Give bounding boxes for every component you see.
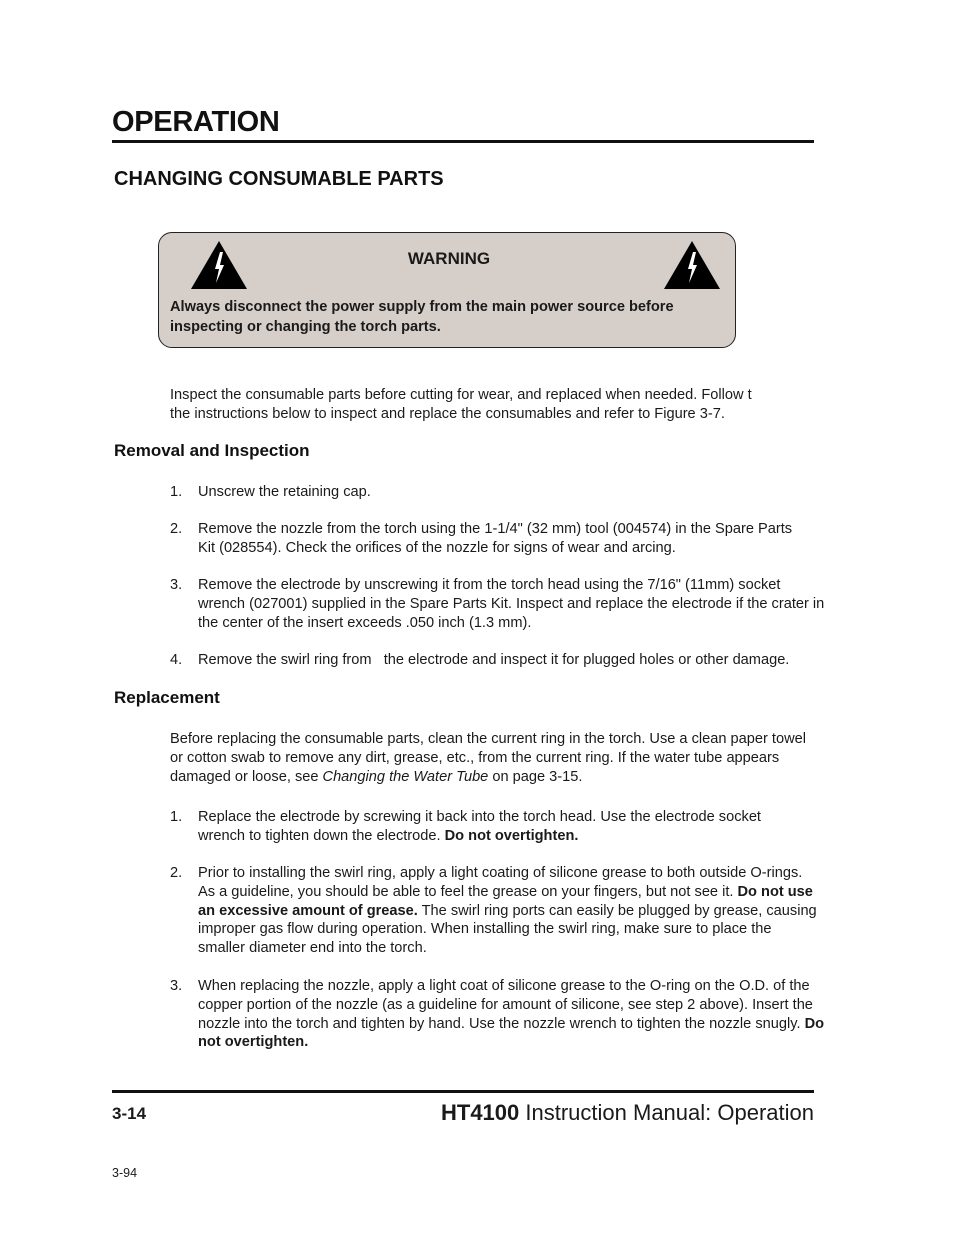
step-text: Unscrew the retaining cap. xyxy=(198,484,371,500)
step-text: Remove the nozzle from the torch using the 1-1/4" (32 mm) tool (004574) in the Spare Parts Kit (028554). Check the orifices of the nozzle for signs of wear and arcing. xyxy=(198,521,793,556)
intro-line-2: the instructions below to inspect and replace the consumables and refer to Figure 3-7. xyxy=(170,405,725,422)
step-emphasis: Do not overtighten. xyxy=(444,827,579,844)
footer-rule xyxy=(112,1090,814,1093)
model-name: HT4100 xyxy=(441,1100,520,1125)
replacement-heading: Replacement xyxy=(114,688,220,707)
removal-heading: Removal and Inspection xyxy=(114,441,310,460)
step-emphasis: Do not overtighten. xyxy=(198,1015,825,1051)
manual-title xyxy=(441,1100,814,1126)
step-number: 4. xyxy=(170,652,183,668)
step-number: 1. xyxy=(170,484,183,500)
step-text: Remove the swirl ring from the electrode and inspect it for plugged holes or other damage. xyxy=(198,652,790,668)
intro-paragraph xyxy=(170,386,820,424)
step-number: 2. xyxy=(170,865,183,881)
replacement-intro-page: on page 3-15. xyxy=(488,768,583,785)
step-text: When replacing the nozzle, apply a light coat of silicone grease to the O-ring on the O.D. of the copper portion of the nozzle (as a guideline for amount of silicone, see step 2 above). Insert the nozzle into the torch and tighten by hand. Use the nozzle wrench to tighten the nozzle snugly. Do not overtighten. xyxy=(198,978,825,1051)
replacement-intro xyxy=(170,730,818,786)
section-title: OPERATION xyxy=(112,106,280,138)
step-number: 3. xyxy=(170,978,183,994)
water-tube-reference: Changing the Water Tube xyxy=(322,768,489,785)
page-number: 3-14 xyxy=(112,1104,147,1123)
step-number: 2. xyxy=(170,521,183,537)
warning-title: WARNING xyxy=(407,249,491,268)
intro-line-1: Inspect the consumable parts before cutting for wear, and replaced when needed. Follow t xyxy=(170,387,752,403)
step-text: Remove the electrode by unscrewing it from the torch head using the 7/16" (11mm) socket wrench (027001) supplied in the Spare Parts Kit. Inspect and replace the electrode if the crater in the center of the insert exceeds .050 inch (1.3 mm). xyxy=(198,577,825,631)
step-number: 1. xyxy=(170,809,183,825)
warning-box xyxy=(158,232,736,348)
step-emphasis: Do not use an excessive amount of grease. xyxy=(198,883,813,919)
document-code: 3-94 xyxy=(112,1166,138,1180)
electrical-hazard-icon xyxy=(662,239,722,291)
replacement-intro-text: Before replacing the consumable parts, clean the current ring in the torch. Use a clean paper towel or cotton swab to remove any dirt, grease, etc., from the current ring. If the water tube appears damaged or loose, see xyxy=(170,731,806,785)
manual-name: Instruction Manual: Operation xyxy=(519,1100,814,1125)
header-rule xyxy=(112,140,814,143)
step-text: Prior to installing the swirl ring, apply a light coating of silicone grease to both outside O-rings. As a guideline, you should be able to feel the grease on your fingers, but not see it. Do not use an excessive amount of grease. The swirl ring ports can easily be plugged by grease, causing improper gas flow during operation. When installing the swirl ring, make sure to place the smaller diameter end into the torch. xyxy=(198,865,817,957)
step-number: 3. xyxy=(170,577,183,593)
warning-text: Always disconnect the power supply from the main power source before inspecting or changing the torch parts. xyxy=(170,299,674,335)
page-heading: CHANGING CONSUMABLE PARTS xyxy=(114,168,444,190)
step-text: Replace the electrode by screwing it back into the torch head. Use the electrode socket wrench to tighten down the electrode. Do not overtighten. xyxy=(198,809,761,844)
